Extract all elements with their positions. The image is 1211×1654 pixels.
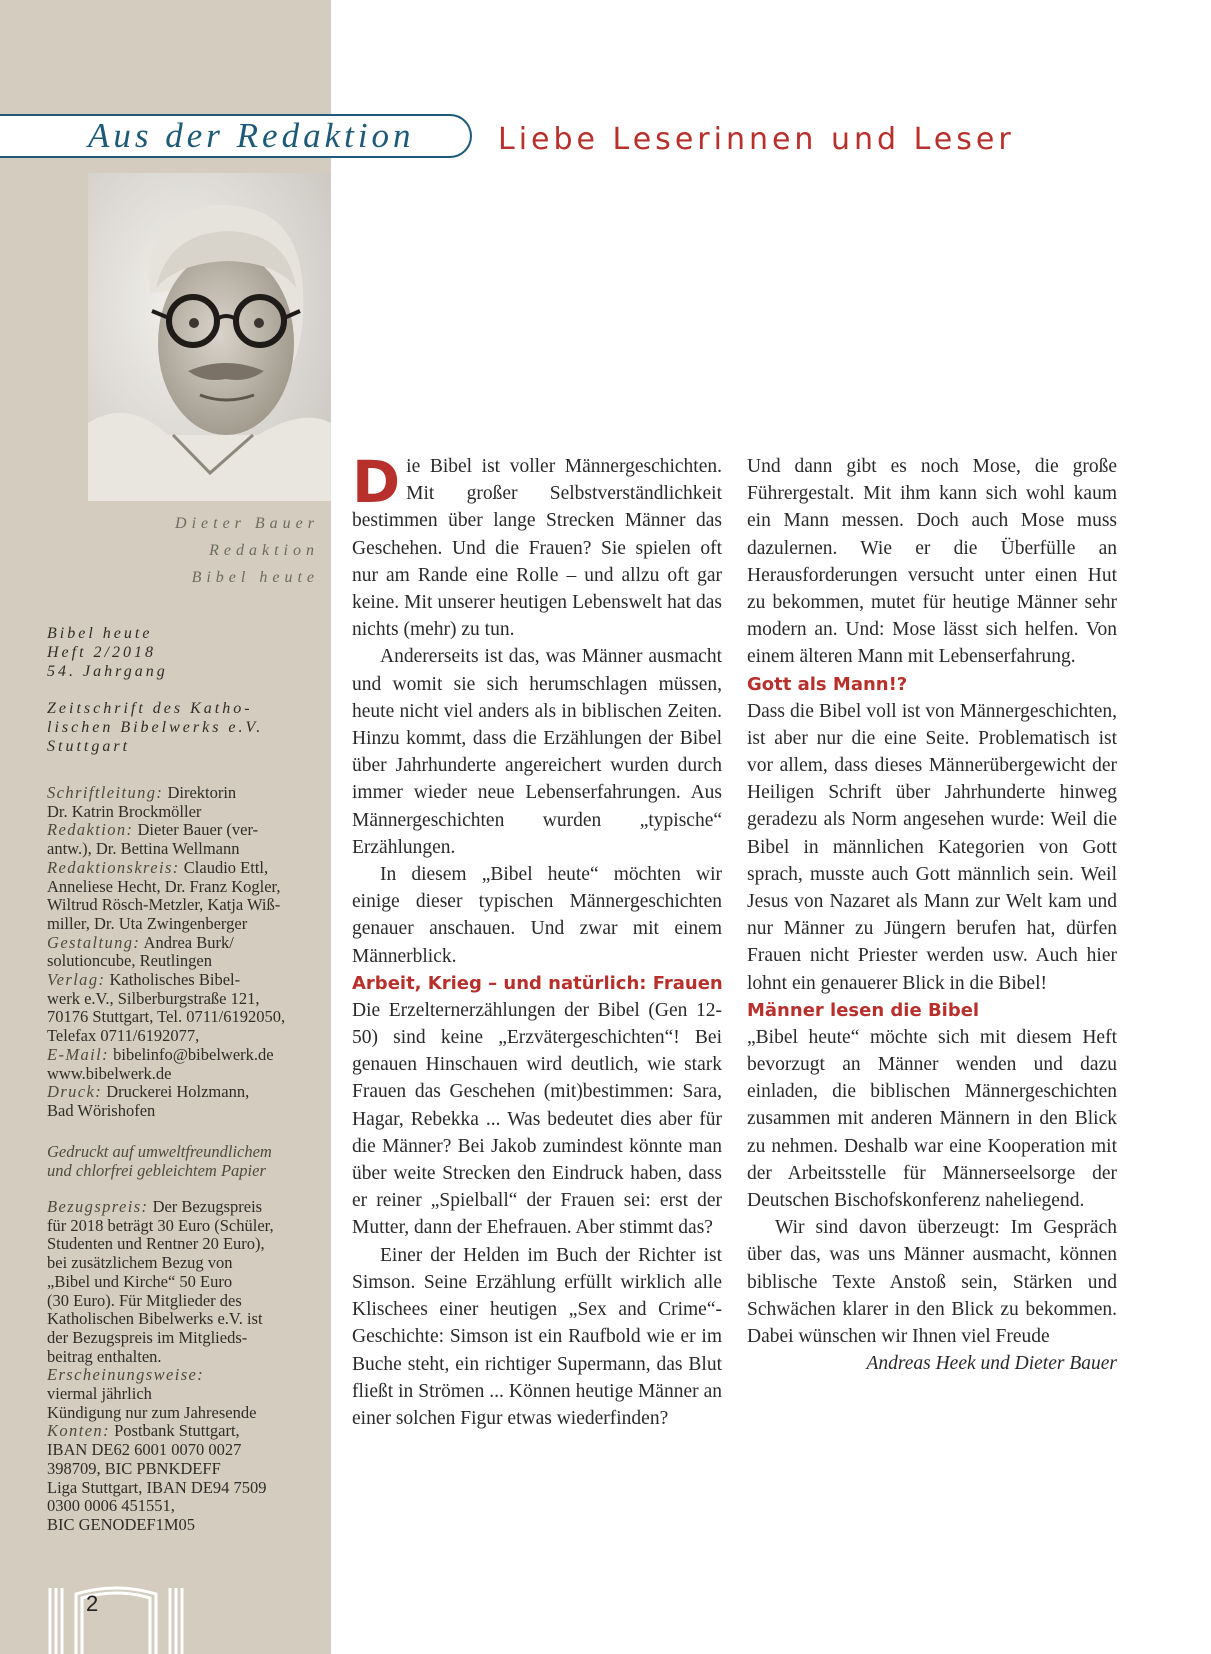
issue-number: Heft 2/2018 [47,644,156,661]
caption-role: Redaktion [209,542,319,559]
paragraph-intro: ie Bibel ist voller Männergeschichten. Mit großer Selbstverständlichkeit bestimmen über lange Strecken Männer das Geschehen. Und die Frauen? Sie spielen oft nur am Rande eine Rolle – und allzu oft gar keine. Mit unserer heutigen Lebenswelt hat das nichts (mehr) zu tun. [352,456,722,641]
paragraph-5: Einer der Helden im Buch der Richter ist Simson. Seine Erzählung erfüllt wirklich alle Klischees einer heutigen „Sex and Crime“-Geschichte: Simson ist ein Raufbold wie er im Buche steht, ein richtiger Supermann, das Blut fließt in Strömen ... Können heutige Männer an einer solchen Figur etwas wiederfinden? [352,1244,722,1429]
web-link[interactable]: www.bibelwerk.de [47,1063,172,1083]
signature: Andreas Heek und Dieter Bauer [866,1353,1117,1375]
publisher-line-1: Zeitschrift des Katho- [47,700,253,717]
verlag-label: Verlag: [47,970,106,990]
paper-note-1: Gedruckt auf umweltfreundlichem [47,1142,272,1161]
erscheinungsweise-label: Erscheinungsweise: [47,1365,205,1385]
konten-label: Konten: [47,1421,110,1441]
paragraph-2: Andererseits ist das, was Männer ausmacht und womit sie sich herumschlagen müssen, heute nicht viel anders als in biblischen Zeiten. Hinzu kommt, dass die Erzählungen der Bibel über Jahrhunderte angereichert wurden durch immer wieder neue Lebenserfahrungen. Aus Männergeschichten wurden „typische“ Erzählungen. [352,646,722,858]
section-label: Aus der Redaktion [88,116,415,155]
author-portrait [88,173,331,501]
subheading-gott: Gott als Mann!? [747,673,908,695]
redaktionskreis-label: Redaktionskreis: [47,857,180,877]
paper-note-2: und chlorfrei gebleichtem Papier [47,1161,266,1180]
paragraph-6: Und dann gibt es noch Mose, die große Führergestalt. Mit ihm kann sich wohl kaum ein Mann messen. Doch auch Mose muss dazulernen. Wie er die Überfülle an Herausforderungen versucht unter einen Hut zu bekommen, mutet für heutige Männer sehr modern an. Und: Mose lässt sich helfen. Von einem älteren Mann mit Lebenserfahrung. [747,456,1117,668]
caption-name: Dieter Bauer [175,515,319,532]
paragraph-7: Dass die Bibel voll ist von Männergeschichten, ist aber nur die eine Seite. Problematisch ist vor allem, dass dieses Männerübergewicht der Heiligen Schrift über Jahrhunderte hinweg geradezu als Norm angesehen wurde: Weil die Bibel in männlichen Kategorien von Gott sprach, musste auch Gott männlich sein. Weil Jesus von Nazaret als Mann zur Welt kam und nur Männer zu Jüngern berufen hat, dürfen Frauen nicht Priester werden usw. Auch hier lohnt ein genauerer Blick in die Bibel! [747,700,1117,994]
redaktion-label: Redaktion: [47,820,134,840]
drop-cap: D [352,448,401,516]
subheading-maenner: Männer lesen die Bibel [747,999,980,1021]
publisher-line-3: Stuttgart [47,738,131,755]
gestaltung-label: Gestaltung: [47,932,141,952]
email-label: E-Mail: [47,1044,110,1064]
article-column-1 [352,448,723,1432]
page-title: Liebe Leserinnen und Leser [498,122,1015,157]
imprint-pricing: Bezugspreis: Der Bezugspreis für 2018 beträgt 30 Euro (Schüler, Studenten und Rentner 20 Euro), bei zusätzlichem Bezug von „Bibel und Kirche“ 50 Euro (30 Euro). Für Mitglieder des Katholischen Bibelwerks e.V. ist der Bezugspreis im Mitglieds- beitrag enthalten. Erscheinungsweise: viermal jährlich Kündigung nur zum Jahresende Konten: Postbank Stuttgart, IBAN DE62 6001 0070 0027 398709, BIC PBNKDEFF Liga Stuttgart, IBAN DE94 7509 0300 0006 451551, BIC GENODEF1M05 [47,1198,317,1535]
imprint-credits: Schriftleitung: Direktorin Dr. Katrin Brockmöller Redaktion: Dieter Bauer (ver- antw.), Dr. Bettina Wellmann Redaktionskreis: Claudio Ettl, Anneliese Hecht, Dr. Franz Kogler, Wiltrud Rösch-Metzler, Katja Wiß- miller, Dr. Uta Zwingenberger Gestaltung: Andrea Burk/ solutioncube, Reutlingen Verlag: Katholisches Bibel- werk e.V., Silberburgstraße 121, 70176 Stuttgart, Tel. 0711/6192050, Telefax 0711/6192077, E-Mail: bibelinfo@bibelwerk.de www.bibelwerk.de Druck: Druckerei Holzmann, Bad Wörishofen [47,784,317,1121]
bibelwerk-logo-icon [46,1580,206,1654]
issue-year: 54. Jahrgang [47,663,168,680]
druck-label: Druck: [47,1082,103,1102]
bezugspreis-label: Bezugspreis: [47,1197,149,1216]
article-column-2 [747,453,1117,1378]
paragraph-9: Wir sind davon überzeugt: Im Gespräch über das, was uns Männer ausmacht, können biblische Texte Anstoß sein, Stärken und Schwächen klarer in den Blick zu bekommen. Dabei wünschen wir Ihnen viel Freude [747,1217,1117,1348]
paragraph-3: In diesem „Bibel heute“ möchten wir einige dieser typischen Männergeschichten genauer anschauen. Und zwar mit einem Männerblick. [352,864,722,967]
caption-magazine: Bibel heute [191,569,319,586]
subheading-arbeit: Arbeit, Krieg – und natürlich: Frauen [352,972,723,994]
paragraph-8: „Bibel heute“ möchte sich mit diesem Heft bevorzugt an Männer wenden und dazu einladen, die biblischen Männergeschichten zusammen mit anderen Männern in den Blick zu nehmen. Deshalb war eine Kooperation mit der Arbeitsstelle für Männerseelsorge der Deutschen Bischofskonferenz naheliegend. [747,1026,1117,1212]
paragraph-4: Die Erzelternerzählungen der Bibel (Gen 12-50) sind keine „Erzvätergeschichten“! Bei genauen Hinschauen wird deutlich, wie stark Frauen das Geschehen (mit)bestimmen: Sara, Hagar, Rebekka ... Was bedeutet dies aber für die Männer? Bei Jakob zumindest könnte man über weite Strecken den Eindruck haben, dass er reiner „Spielball“ der Frauen sei: erst der Mutter, dann der Ehefrauen. Aber stimmt das? [352,999,722,1239]
issue-magazine: Bibel heute [47,625,153,642]
schriftleitung-label: Schriftleitung: [47,783,164,802]
email-link[interactable]: bibelinfo@bibelwerk.de [113,1044,274,1064]
page-number: 2 [86,1591,99,1616]
publisher-line-2: lischen Bibelwerks e.V. [47,719,264,736]
